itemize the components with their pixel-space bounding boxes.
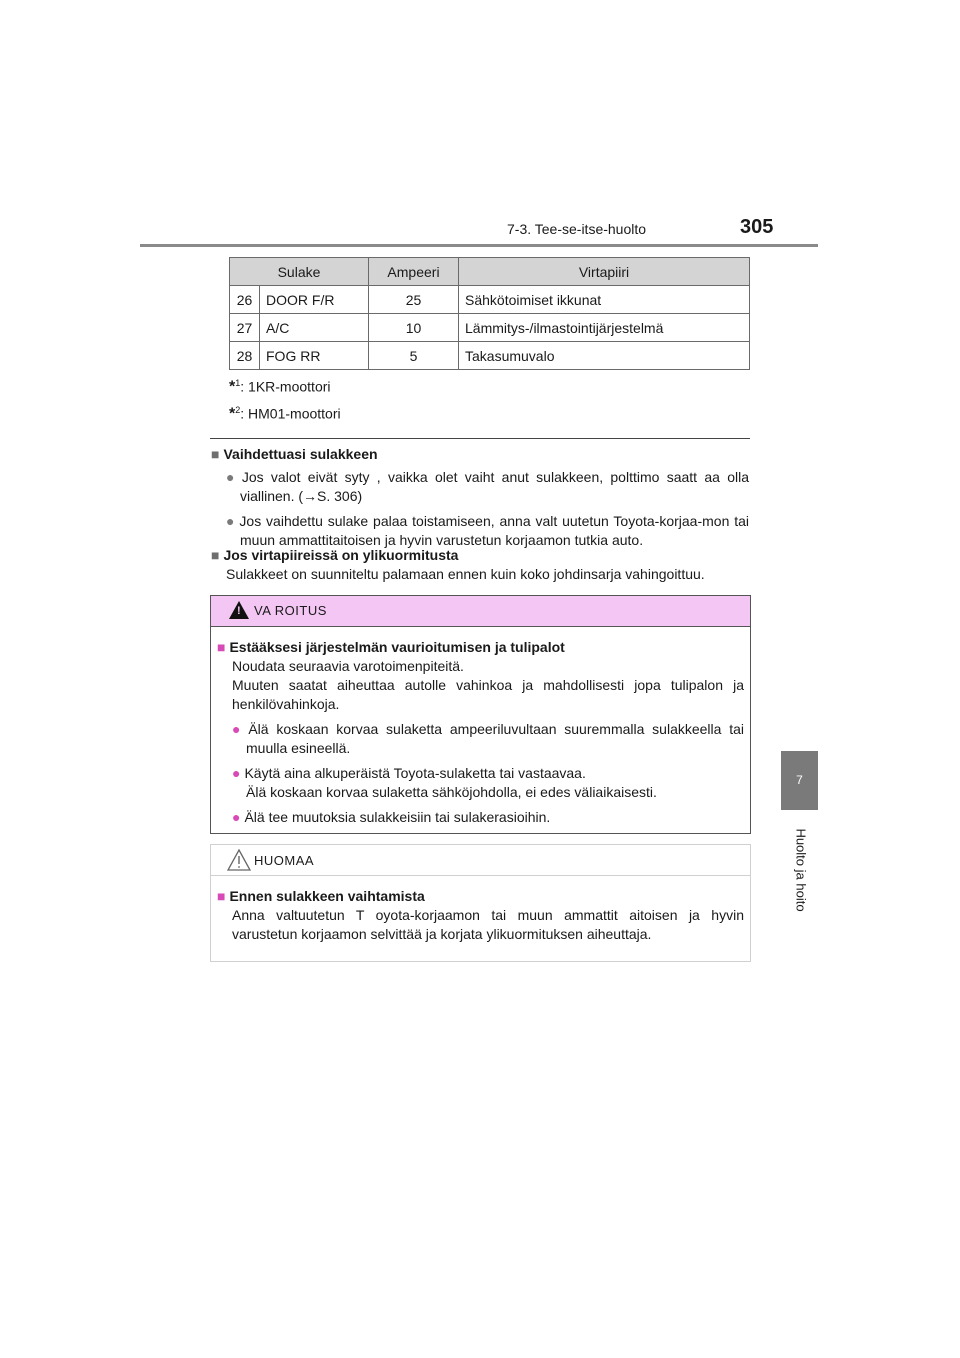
fuse-number: 28 <box>230 342 260 370</box>
fuse-circuit: Lämmitys-/ilmastointijärjestelmä <box>459 314 750 342</box>
warning-label: VA ROITUS <box>254 603 327 618</box>
warning-box <box>210 595 751 834</box>
paragraph: Noudata seuraavia varotoimenpiteitä. <box>232 658 464 674</box>
footnote-text: : HM01-moottori <box>240 405 341 422</box>
table-row <box>230 286 750 314</box>
fuse-circuit: Takasumuvalo <box>459 342 750 370</box>
chapter-side-title <box>786 820 816 920</box>
list-item <box>217 720 744 758</box>
fuse-name: A/C <box>260 314 369 342</box>
warning-body <box>217 638 744 827</box>
list-item-text: Älä koskaan korvaa sulaketta ampeeriluvultaan suuremmalla sulakkeella tai muulla esineellä. <box>246 721 744 756</box>
chapter-tab: 7 <box>781 751 818 810</box>
footnote-2 <box>229 405 341 424</box>
list-item-text: Käytä aina alkuperäistä Toyota-sulaketta tai vastaavaa. <box>244 765 586 781</box>
note-header <box>211 845 750 876</box>
warning-triangle-icon <box>229 601 249 619</box>
col-header-ampere: Ampeeri <box>369 258 459 286</box>
list-item-text: Jos vaihdettu sulake palaa toistamiseen, anna valt uutetun Toyota-korjaa-mon tai muun ammattitaitoisen ja hyvin varustetun korjaamon tutkia auto. <box>239 513 749 548</box>
bullet-dot-icon: ● <box>232 721 245 737</box>
warning-title: Estääksesi järjestelmän vaurioitumisen ja tulipalot <box>229 639 565 655</box>
fuse-name: DOOR F/R <box>260 286 369 314</box>
caution-triangle-icon <box>227 849 251 871</box>
list-item <box>211 512 749 550</box>
list-item <box>217 764 744 783</box>
fuse-ampere: 10 <box>369 314 459 342</box>
header-rule <box>140 244 818 247</box>
paragraph: Anna valtuutetun T oyota-korjaamon tai muun ammattit aitoisen ja hyvin varustetun korjaamon selvittää ja korjata ylikuormituksen aiheuttaja. <box>232 907 744 942</box>
warning-header <box>211 596 750 627</box>
note-heading <box>217 887 744 906</box>
footnote-number: 2 <box>235 405 241 415</box>
subsection-title: Vaihdettuasi sulakkeen <box>223 446 378 462</box>
square-bullet-icon: ■ <box>211 547 220 563</box>
footnote-star: * <box>229 405 236 423</box>
subsection-heading <box>211 445 749 464</box>
note-body <box>217 887 744 944</box>
section-title: 7-3. Tee-se-itse-huolto <box>507 221 647 237</box>
subsection-title: Jos virtapiireissä on ylikuormitusta <box>223 547 459 563</box>
warning-heading <box>217 638 744 657</box>
table-header-row <box>230 258 750 286</box>
bullet-dot-icon: ● <box>226 513 236 529</box>
page-number: 305 <box>740 216 774 238</box>
list-item <box>217 808 744 827</box>
square-bullet-icon: ■ <box>217 639 226 655</box>
chapter-title: Huolto ja hoito <box>793 828 809 912</box>
fuse-number: 26 <box>230 286 260 314</box>
list-item-text: Älä tee muutoksia sulakkeisiin tai sulakerasioihin. <box>244 809 551 825</box>
section-divider <box>210 438 750 439</box>
square-bullet-icon: ■ <box>211 446 220 462</box>
paragraph: Sulakkeet on suunniteltu palamaan ennen kuin koko johdinsarja vahingoittuu. <box>226 566 705 582</box>
paragraph: Muuten saatat aiheuttaa autolle vahinkoa ja mahdollisesti jopa tulipalon ja henkilövahinkoja. <box>232 677 744 712</box>
footnote-1 <box>229 378 331 397</box>
fuse-circuit: Sähkötoimiset ikkunat <box>459 286 750 314</box>
bullet-dot-icon: ● <box>226 469 238 485</box>
fuse-ampere: 5 <box>369 342 459 370</box>
subsection-heading <box>211 546 749 565</box>
footnote-text: : 1KR-moottori <box>240 378 331 395</box>
table-row <box>230 314 750 342</box>
fuse-number: 27 <box>230 314 260 342</box>
footnote-number: 1 <box>235 378 241 388</box>
note-title: Ennen sulakkeen vaihtamista <box>229 888 425 904</box>
square-bullet-icon: ■ <box>217 888 226 904</box>
bullet-dot-icon: ● <box>232 809 241 825</box>
fuse-ampere: 25 <box>369 286 459 314</box>
list-item <box>211 468 749 506</box>
note-label: HUOMAA <box>254 853 315 868</box>
section-overload <box>211 546 749 584</box>
note-box <box>210 844 751 962</box>
col-header-fuse: Sulake <box>230 258 369 286</box>
section-after-replacing <box>211 445 749 550</box>
fuse-name: FOG RR <box>260 342 369 370</box>
table-row <box>230 342 750 370</box>
list-item-continuation: Älä koskaan korvaa sulaketta sähköjohdolla, ei edes väliaikaisesti. <box>246 784 657 800</box>
footnote-star: * <box>229 378 236 396</box>
fuse-table <box>229 257 750 370</box>
list-item-text: Jos valot eivät syty , vaikka olet vaiht anut sulakkeen, polttimo saatt aa olla viallinen. (→S. 306) <box>240 469 749 504</box>
col-header-circuit: Virtapiiri <box>459 258 750 286</box>
bullet-dot-icon: ● <box>232 765 241 781</box>
